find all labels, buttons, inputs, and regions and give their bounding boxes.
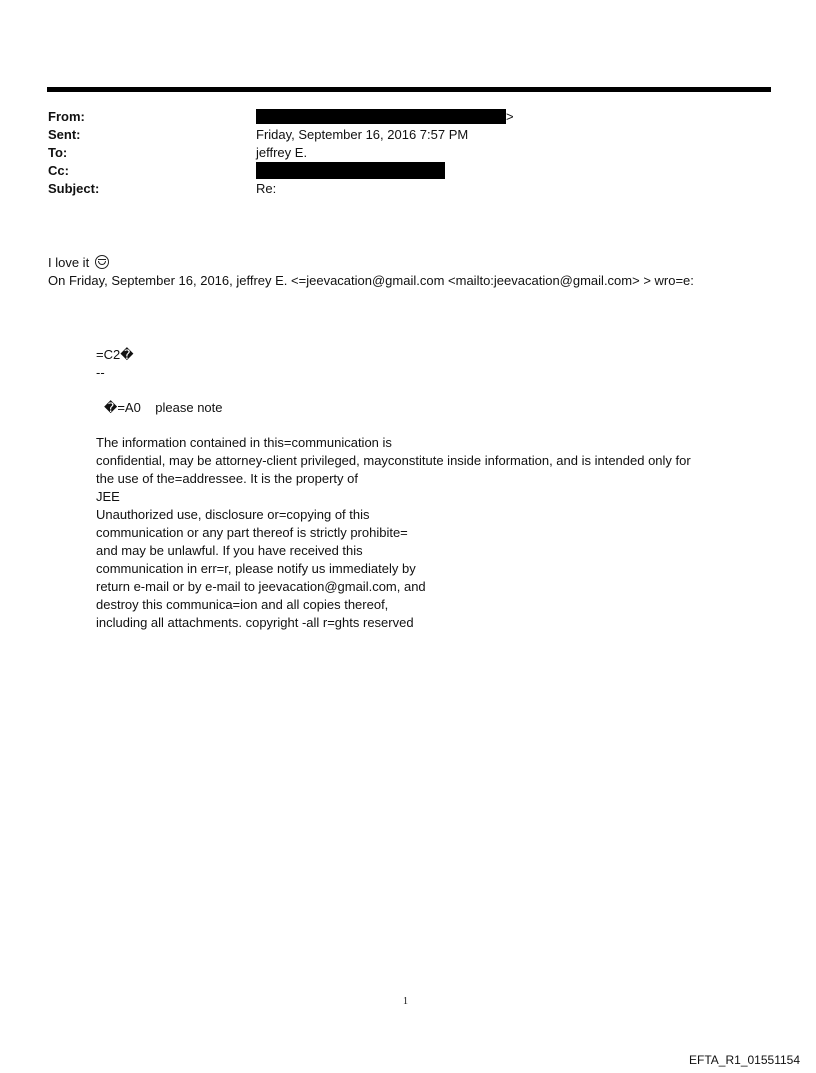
greeting-text: I love it	[48, 255, 90, 270]
quote-intro: On Friday, September 16, 2016, jeffrey E. <=jeevacation@gmail.com <mailto:jeevacation@gmail.com> > wro=e:	[48, 273, 694, 288]
please-note-line: �=A0 please note	[104, 400, 223, 415]
disclaimer-line: the use of the=addressee. It is the property of	[96, 471, 358, 486]
document-id: EFTA_R1_01551154	[689, 1053, 800, 1067]
disclaimer-line: destroy this communica=ion and all copies thereof,	[96, 597, 389, 612]
encoded-line: =C2�	[96, 347, 134, 362]
disclaimer-line: JEE	[96, 489, 120, 504]
page-number: 1	[403, 996, 408, 1007]
from-label: From:	[48, 109, 85, 124]
from-value	[256, 109, 514, 125]
cc-value	[256, 162, 445, 179]
cc-redaction	[256, 162, 445, 179]
dashes-line: --	[96, 365, 105, 380]
sent-value: Friday, September 16, 2016 7:57 PM	[256, 127, 469, 142]
disclaimer-line: return e-mail or by e-mail to jeevacation@gmail.com, and	[96, 579, 426, 594]
header-rule	[47, 87, 771, 92]
smiling-face-icon	[95, 255, 109, 269]
subject-label: Subject:	[48, 181, 100, 196]
to-value: jeffrey E.	[256, 145, 308, 160]
disclaimer-line: and may be unlawful. If you have received this	[96, 543, 363, 558]
disclaimer-line: The information contained in this=communication is	[96, 435, 392, 450]
disclaimer-line: Unauthorized use, disclosure or=copying of this	[96, 507, 370, 522]
disclaimer-line: including all attachments. copyright -all r=ghts reserved	[96, 615, 414, 630]
disclaimer-line: communication in err=r, please notify us immediately by	[96, 561, 416, 576]
subject-value: Re:	[256, 181, 277, 196]
disclaimer-line: communication or any part thereof is strictly prohibite=	[96, 525, 408, 540]
from-redaction	[256, 109, 506, 124]
disclaimer-line: confidential, may be attorney-client privileged, mayconstitute inside information, and is intended only for	[96, 453, 691, 468]
sent-label: Sent:	[48, 127, 81, 142]
from-suffix: >	[506, 109, 514, 124]
to-label: To:	[48, 145, 68, 160]
cc-label: Cc:	[48, 163, 69, 178]
greeting-line	[48, 255, 109, 271]
